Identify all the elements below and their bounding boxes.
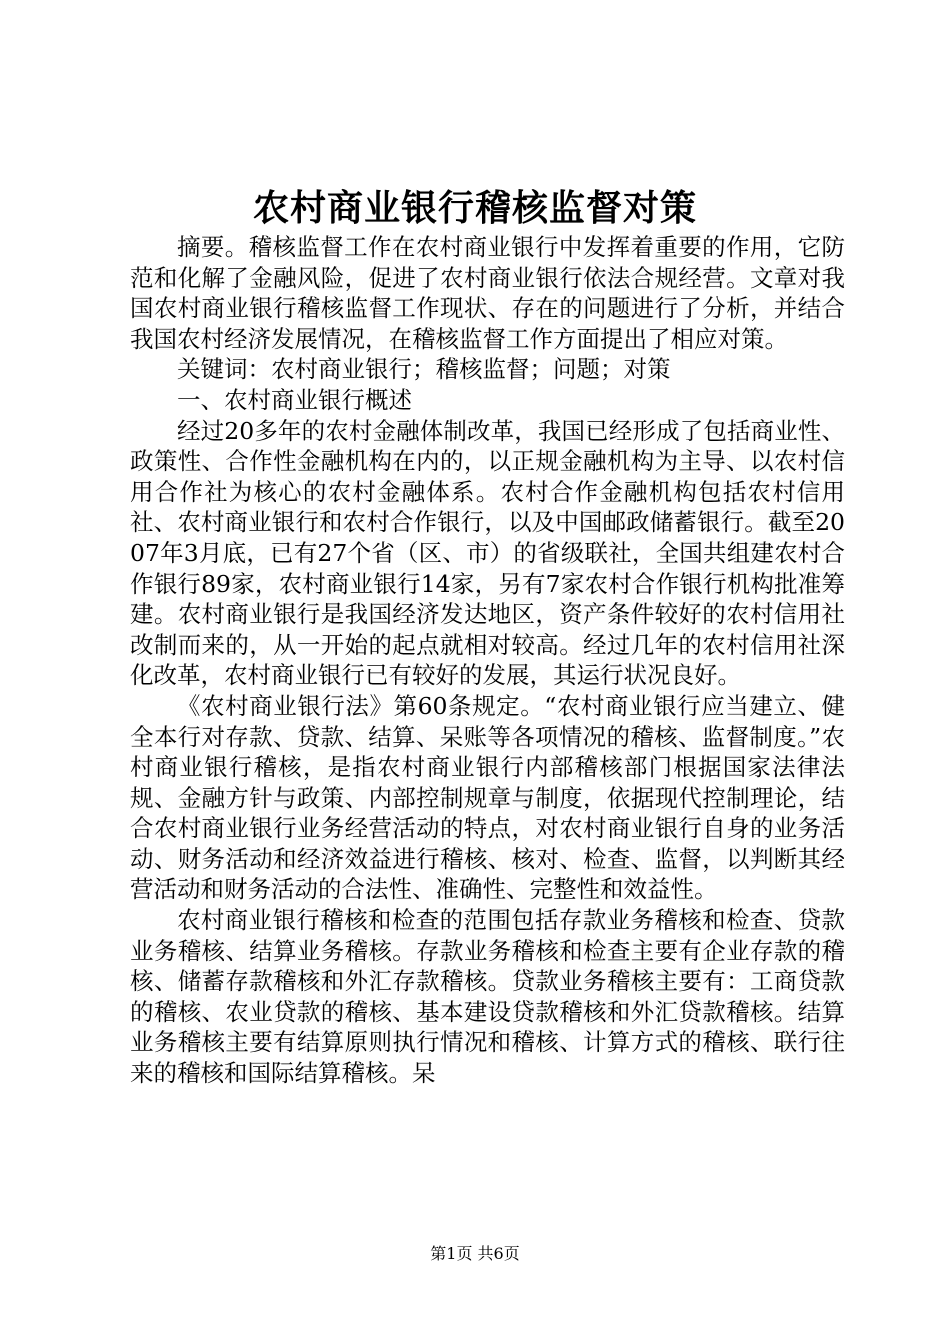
abstract-paragraph: 摘要。稽核监督工作在农村商业银行中发挥着重要的作用，它防范和化解了金融风险，促进了农村商业银行依法合规经营。文章对我国农村商业银行稽核监督工作现状、存在的问题进行了分析，并结合我国农村经济发展情况，在稽核监督工作方面提出了相应对策。 bbox=[130, 233, 845, 353]
document-title: 农村商业银行稽核监督对策 bbox=[252, 187, 697, 229]
body-paragraph: 《农村商业银行法》第60条规定。“农村商业银行应当建立、健全本行对存款、贷款、结算、呆账等各项情况的稽核、监督制度。”农村商业银行稽核，是指农村商业银行内部稽核部门根据国家法律法规、金融方针与政策、内部控制规章与制度，依据现代控制理论，结合农村商业银行业务经营活动的特点，对农村商业银行自身的业务活动、财务活动和经济效益进行稽核、核对、检查、监督，以判断其经营活动和财务活动的合法性、准确性、完整性和效益性。 bbox=[130, 691, 845, 904]
body-paragraph: 经过20多年的农村金融体制改革，我国已经形成了包括商业性、政策性、合作性金融机构在内的，以正规金融机构为主导、以农村信用合作社为核心的农村金融体系。农村合作金融机构包括农村信用社、农村商业银行和农村合作银行，以及中国邮政储蓄银行。截至2007年3月底，已有27个省（区、市）的省级联社，全国共组建农村合作银行89家，农村商业银行14家，另有7家农村合作银行机构批准筹建。农村商业银行是我国经济发达地区，资产条件较好的农村信用社改制而来的，从一开始的起点就相对较高。经过几年的农村信用社深化改革，农村商业银行已有较好的发展，其运行状况良好。 bbox=[130, 416, 845, 690]
page-number-footer: 第1页 共6页 bbox=[430, 1244, 520, 1263]
keywords-paragraph: 关键词：农村商业银行；稽核监督；问题；对策 bbox=[177, 355, 671, 384]
document-body bbox=[130, 232, 845, 1089]
section-heading: 一、农村商业银行概述 bbox=[177, 385, 412, 414]
body-paragraph: 农村商业银行稽核和检查的范围包括存款业务稽核和检查、贷款业务稽核、结算业务稽核。存款业务稽核和检查主要有企业存款的稽核、储蓄存款稽核和外汇存款稽核。贷款业务稽核主要有：工商贷款的稽核、农业贷款的稽核、基本建设贷款稽核和外汇贷款稽核。结算业务稽核主要有结算原则执行情况和稽核、计算方式的稽核、联行往来的稽核和国际结算稽核。呆 bbox=[130, 906, 845, 1088]
